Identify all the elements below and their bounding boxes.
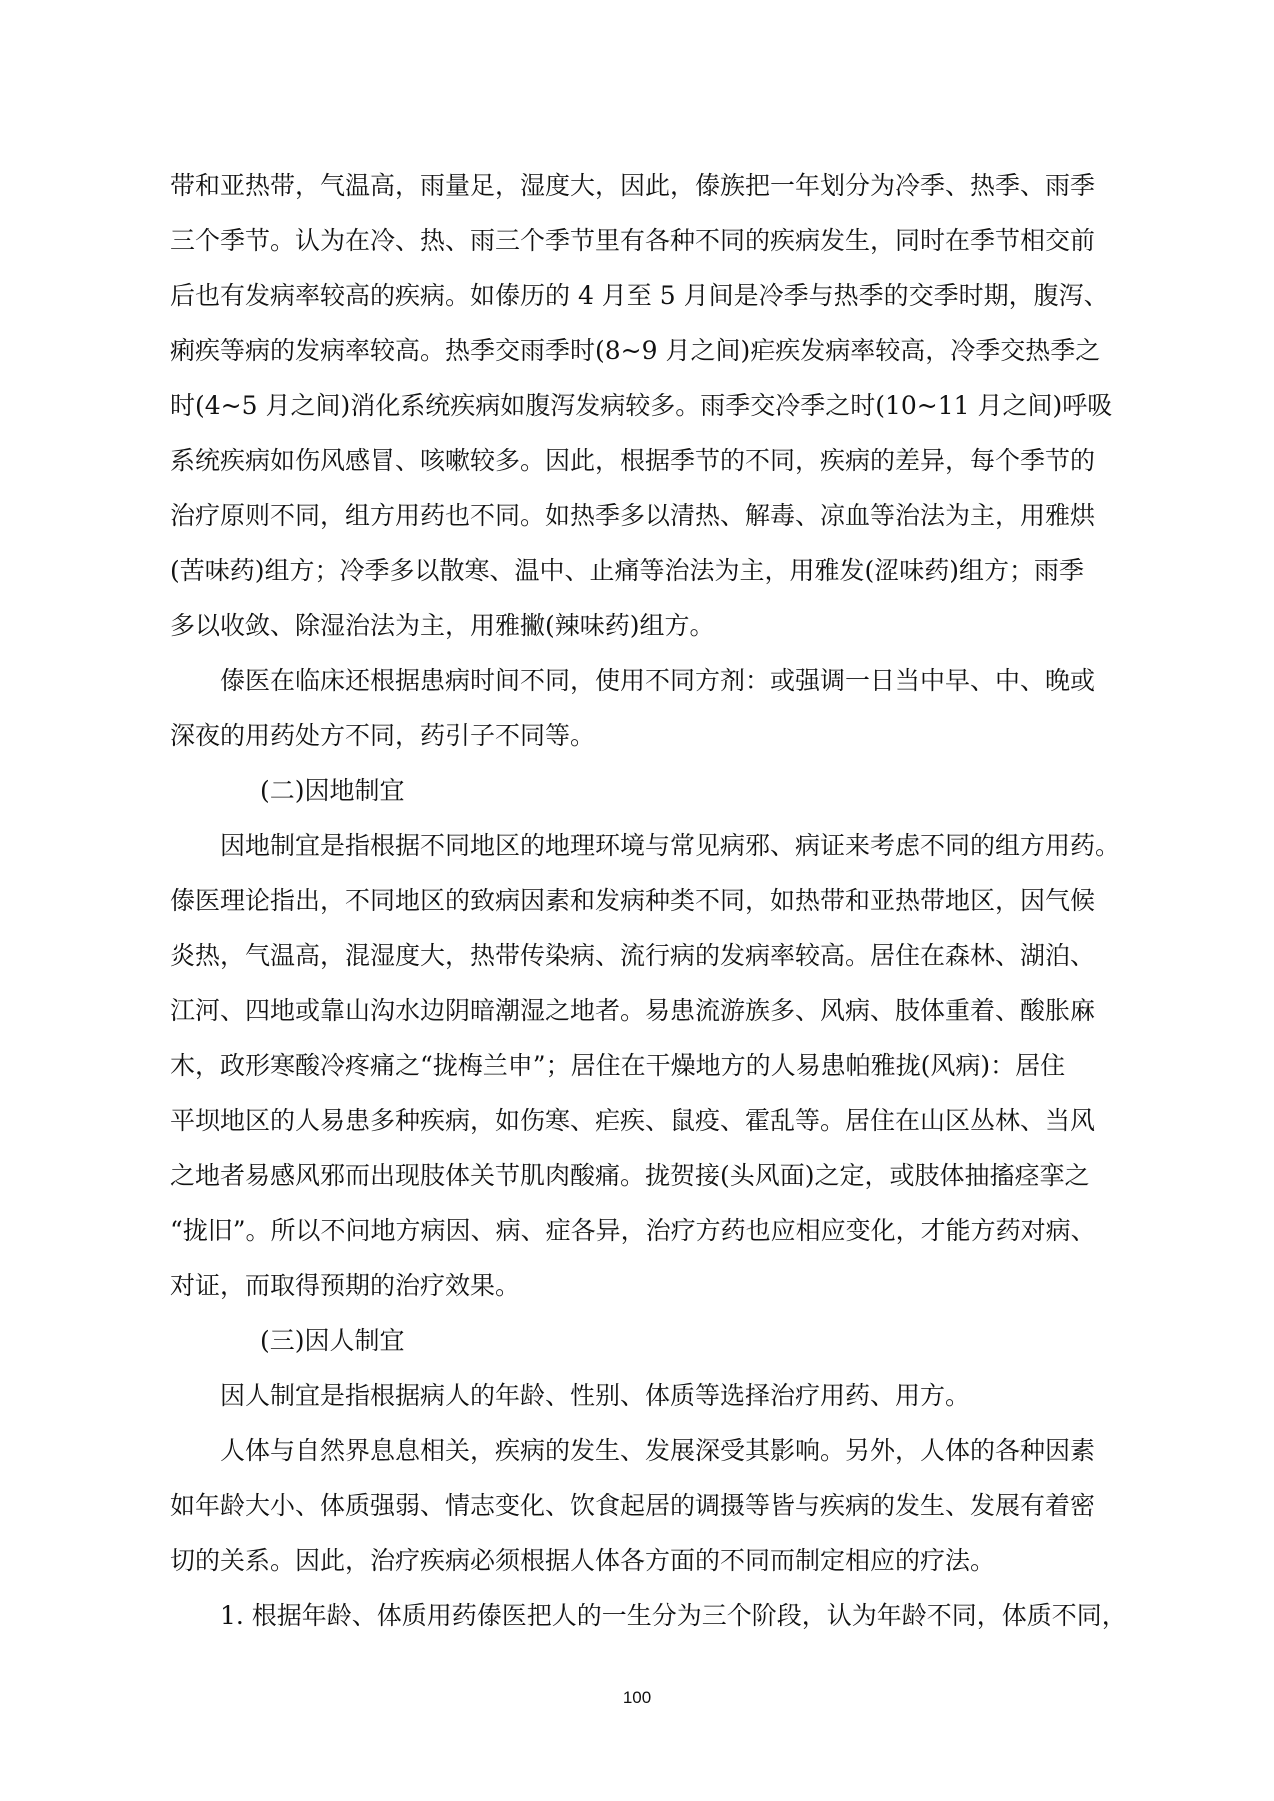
paragraph-start: 因地制宜是指根据不同地区的地理环境与常见病邪、病证来考虑不同的组方用药。: [220, 831, 1121, 860]
text-line: 木，政形寒酸冷疼痛之“拢梅兰申”；居住在干燥地方的人易患帕雅拢(风病)：居住: [170, 1051, 1066, 1080]
text-line: 炎热，气温高，混湿度大，热带传染病、流行病的发病率较高。居住在森林、湖泊、: [170, 941, 1096, 970]
text-line: 多以收敛、除湿治法为主，用雅撇(辣味药)组方。: [170, 611, 715, 640]
text-line: 平坝地区的人易患多种疾病，如伤寒、疟疾、鼠疫、霍乱等。居住在山区丛林、当风: [170, 1106, 1096, 1135]
body-text: [170, 158, 1138, 1643]
text-line: 如年龄大小、体质强弱、情志变化、饮食起居的调摄等皆与疾病的发生、发展有着密: [170, 1491, 1096, 1520]
text-line: 切的关系。因此，治疗疾病必须根据人体各方面的不同而制定相应的疗法。: [170, 1546, 996, 1575]
section-heading-yin-ren-zhi-yi: (三)因人制宜: [260, 1326, 405, 1355]
text-line: 江河、四地或靠山沟水边阴暗潮湿之地者。易患流游族多、风病、肢体重着、酸胀麻: [170, 996, 1096, 1025]
paragraph-start: 1. 根据年龄、体质用药傣医把人的一生分为三个阶段，认为年龄不同，体质不同，: [220, 1601, 1127, 1630]
paragraph-start: 因人制宜是指根据病人的年龄、性别、体质等选择治疗用药、用方。: [220, 1381, 971, 1410]
text-line: 三个季节。认为在冷、热、雨三个季节里有各种不同的疾病发生，同时在季节相交前: [170, 226, 1096, 255]
page-number: 100: [622, 1688, 652, 1707]
text-line: 之地者易感风邪而出现肢体关节肌肉酸痛。拢贺接(头风面)之定，或肢体抽搐痉挛之: [170, 1161, 1090, 1190]
section-heading-yin-di-zhi-yi: (二)因地制宜: [260, 776, 405, 805]
paragraph-start: 傣医在临床还根据患病时间不同，使用不同方剂：或强调一日当中早、中、晚或: [220, 666, 1096, 695]
text-line: 时(4~5 月之间)消化系统疾病如腹泻发病较多。雨季交冷季之时(10~11 月之间)呼吸: [170, 391, 1113, 420]
text-line: 傣医理论指出，不同地区的致病因素和发病种类不同，如热带和亚热带地区，因气候: [170, 886, 1096, 915]
text-line: 后也有发病率较高的疾病。如傣历的 4 月至 5 月间是冷季与热季的交季时期，腹泻、: [170, 281, 1109, 310]
text-line: (苦味药)组方；冷季多以散寒、温中、止痛等治法为主，用雅发(涩味药)组方；雨季: [170, 556, 1085, 585]
text-line: 带和亚热带，气温高，雨量足，湿度大，因此，傣族把一年划分为冷季、热季、雨季: [170, 171, 1096, 200]
text-line: 痢疾等病的发病率较高。热季交雨季时(8~9 月之间)疟疾发病率较高，冷季交热季之: [170, 336, 1101, 365]
text-line: 对证，而取得预期的治疗效果。: [170, 1271, 521, 1300]
text-line: 系统疾病如伤风感冒、咳嗽较多。因此，根据季节的不同，疾病的差异，每个季节的: [170, 446, 1096, 475]
text-line: 深夜的用药处方不同，药引子不同等。: [170, 721, 596, 750]
paragraph-start: 人体与自然界息息相关，疾病的发生、发展深受其影响。另外，人体的各种因素: [220, 1436, 1096, 1465]
text-line: 治疗原则不同，组方用药也不同。如热季多以清热、解毒、凉血等治法为主，用雅烘: [170, 501, 1096, 530]
text-line: “拢旧”。所以不问地方病因、病、症各异，治疗方药也应相应变化，才能方药对病、: [170, 1216, 1096, 1245]
